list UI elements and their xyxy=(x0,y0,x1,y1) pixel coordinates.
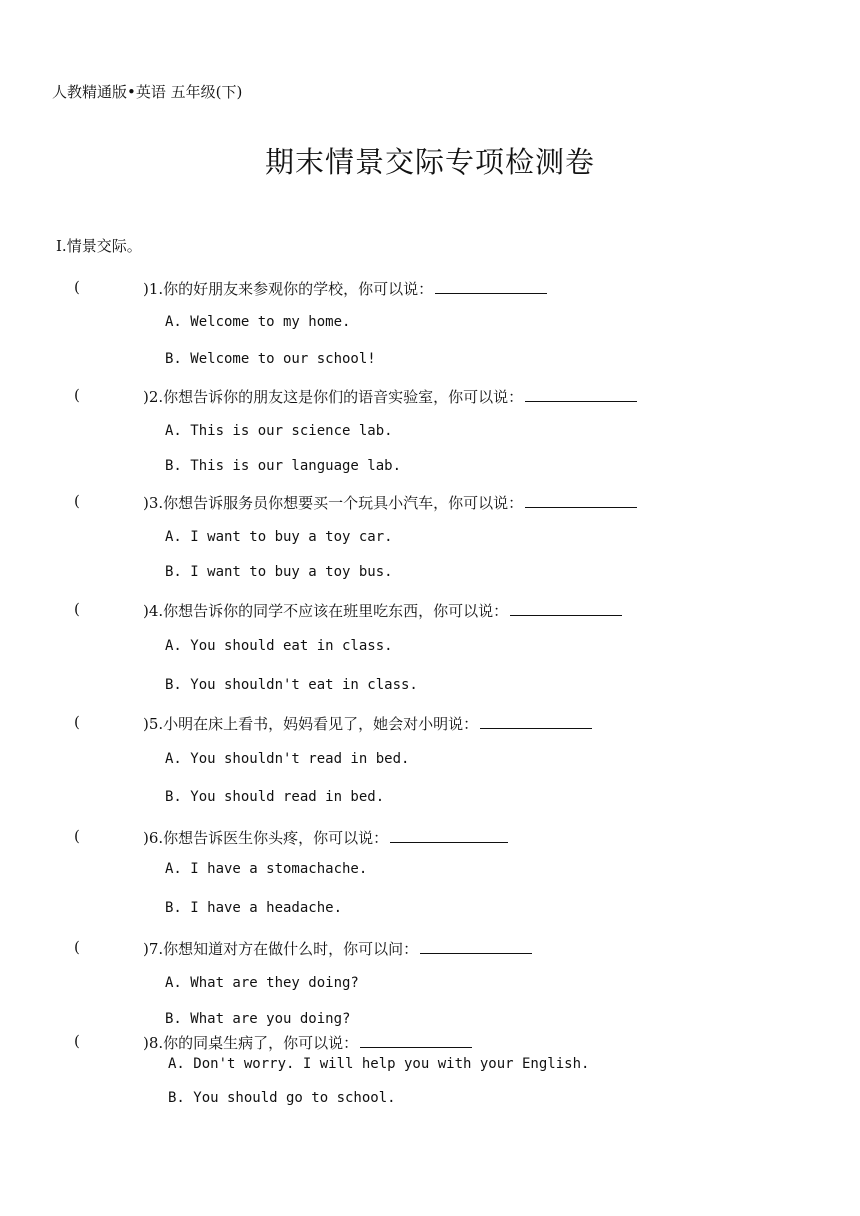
question-7-option-b: B. What are you doing? xyxy=(165,1011,351,1027)
answer-blank[interactable] xyxy=(435,279,547,294)
question-3-option-a: A. I want to buy a toy car. xyxy=(165,529,393,545)
header-edition: 人教精通版•英语 五年级(下) xyxy=(52,83,243,101)
question-2-option-b: B. This is our language lab. xyxy=(165,458,402,474)
page-title: 期末情景交际专项检测卷 xyxy=(264,145,595,179)
answer-paren[interactable]: ( xyxy=(74,492,80,510)
question-8-option-b: B. You should go to school. xyxy=(168,1090,396,1106)
question-8-option-a: A. Don't worry. I will help you with your English. xyxy=(168,1056,590,1072)
question-1-option-b: B. Welcome to our school! xyxy=(165,351,376,367)
answer-paren[interactable]: ( xyxy=(74,827,80,845)
question-6: )6.你想告诉医生你头疼，你可以说： xyxy=(143,827,508,848)
question-5: )5.小明在床上看书，妈妈看见了，她会对小明说： xyxy=(143,713,592,734)
answer-paren[interactable]: ( xyxy=(74,938,80,956)
question-6-option-b: B. I have a headache. xyxy=(165,900,343,916)
question-1: )1.你的好朋友来参观你的学校，你可以说： xyxy=(143,278,547,299)
answer-blank[interactable] xyxy=(360,1033,472,1048)
question-4-option-b: B. You shouldn't eat in class. xyxy=(165,677,418,693)
question-1-option-a: A. Welcome to my home. xyxy=(165,314,351,330)
answer-blank[interactable] xyxy=(390,828,508,843)
question-2-option-a: A. This is our science lab. xyxy=(165,423,393,439)
section-heading: Ⅰ.情景交际。 xyxy=(56,237,142,255)
answer-blank[interactable] xyxy=(525,387,637,402)
answer-blank[interactable] xyxy=(420,939,532,954)
answer-paren[interactable]: ( xyxy=(74,1032,80,1050)
answer-paren[interactable]: ( xyxy=(74,278,80,296)
question-2: )2.你想告诉你的朋友这是你们的语音实验室，你可以说： xyxy=(143,386,637,407)
question-3-option-b: B. I want to buy a toy bus. xyxy=(165,564,393,580)
answer-paren[interactable]: ( xyxy=(74,600,80,618)
answer-paren[interactable]: ( xyxy=(74,713,80,731)
question-3: )3.你想告诉服务员你想要买一个玩具小汽车，你可以说： xyxy=(143,492,637,513)
question-4: )4.你想告诉你的同学不应该在班里吃东西，你可以说： xyxy=(143,600,622,621)
question-6-option-a: A. I have a stomachache. xyxy=(165,861,368,877)
answer-blank[interactable] xyxy=(525,493,637,508)
question-8: )8.你的同桌生病了，你可以说： xyxy=(143,1032,472,1053)
question-5-option-b: B. You should read in bed. xyxy=(165,789,385,805)
question-5-option-a: A. You shouldn't read in bed. xyxy=(165,751,410,767)
question-4-option-a: A. You should eat in class. xyxy=(165,638,393,654)
answer-blank[interactable] xyxy=(510,601,622,616)
question-7-option-a: A. What are they doing? xyxy=(165,975,359,991)
answer-blank[interactable] xyxy=(480,714,592,729)
answer-paren[interactable]: ( xyxy=(74,386,80,404)
question-7: )7.你想知道对方在做什么时，你可以问： xyxy=(143,938,532,959)
